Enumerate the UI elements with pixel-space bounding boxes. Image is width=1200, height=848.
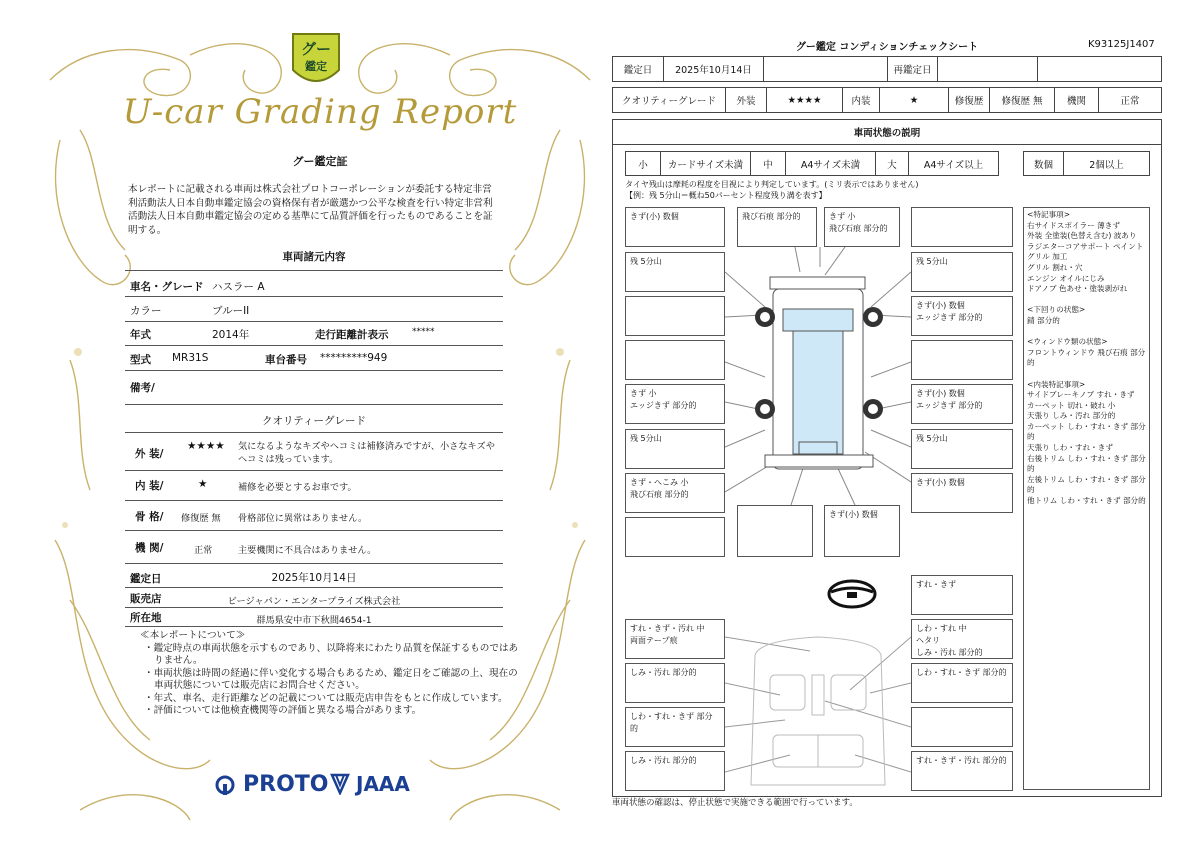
special-note-line [1027,295,1146,306]
recheck-label: 再鑑定日 [888,57,938,81]
special-note-line: 錆 部分的 [1027,315,1060,325]
grading-certificate [40,20,600,840]
caption-box: すれ・きず・汚れ 中 両面テープ痕 [625,619,725,659]
grade-exterior-stars: ★★★★ [187,440,225,452]
caption-box: 残 5分山 [625,252,725,292]
grade-engine-label: 機 関/ [135,542,164,554]
note-item: ・鑑定時点の車両状態を示すものであり、以降将来にわたり品質を保証するものではありません。 [144,642,519,666]
special-note-line [1027,327,1146,338]
divider [125,345,503,346]
repair-label: 修復歴 [949,88,990,112]
car-top-view-diagram [725,247,911,507]
grade-interior-text: 補修を必要とするお車です。 [238,482,357,493]
car-interior-diagram [725,615,911,795]
special-note-line: <特記事項> [1027,210,1071,219]
jaaa-logo [330,772,410,796]
count-value: 2個以上 [1089,159,1124,171]
caption-box: しわ・すれ・きず 部分的 [625,707,725,747]
sheet-footer: 車両状態の確認は、停止状態で実施できる範囲で行っています。 [612,798,858,808]
caption-box: すれ・きず・汚れ 部分的 [911,751,1013,791]
divider [125,470,503,471]
proto-logo-text: PROTO [243,772,329,797]
caption-box: しわ・すれ 中 ヘタリ しみ・汚れ 部分的 [911,619,1013,659]
engine-value: 正常 [1120,96,1140,107]
grade-exterior-text: 気になるようなキズやヘコミは補修済みですが、小さなキズやヘコミは残っています。 [238,441,495,465]
color-label: カラー [130,305,162,317]
divider [125,607,503,608]
divider [125,587,503,588]
special-note-line: グリル 割れ・穴 [1027,262,1083,272]
date-label: 鑑定日 [613,57,664,81]
date-blank [764,57,888,81]
date-row [612,56,1162,82]
certificate-intro: 本レポートに記載される車両は株式会社プロトコーポレーションが委託する特定非営利活動法人日本自動車鑑定協会の資格保有者が厳選かつ公平な検査を行い特定非営利活動法人日本自動車鑑定協会の定める基準にて品質評価を行ったものであることを証明する。 [128,184,493,236]
caption-box: すれ・きず [911,575,1013,615]
grade-frame-text: 骨格部位に異常はありません。 [238,513,368,524]
grade-row [612,87,1162,113]
caption-box: きず(小) 数個 [824,505,900,557]
divider [125,321,503,322]
special-note-line: ラジエターコアサポート ペイント [1027,241,1144,251]
size-medium-label: 中 [751,152,786,175]
divider [125,270,503,271]
special-note-line: <ウィンドウ類の状態> [1027,337,1108,347]
car-name-label: 車名・グレード [130,281,204,293]
ext-label: 外装 [726,88,767,112]
divider [125,432,503,433]
caption-box: 飛び石痕 部分的 [737,207,817,247]
model-label: 型式 [130,354,151,366]
certificate-heading: グー鑑定証 [292,155,348,168]
address-label: 所在地 [130,612,162,624]
model-value: MR31S [172,352,209,364]
caption-box: きず(小) 数個 エッジきず 部分的 [911,296,1013,336]
sheet-title: グー鑑定 コンディションチェックシート [795,42,979,53]
divider [125,626,503,627]
special-note-line: グリル 加工 [1027,252,1068,262]
special-notes-panel [1023,207,1150,790]
count-legend [1023,151,1150,176]
appraisal-date-value: 2025年10月14日 [271,572,357,584]
dealer-value: ビージャパン・エンタープライズ株式会社 [227,596,401,607]
size-large-label: 大 [876,152,909,175]
special-note-line: 左後トリム しわ・すれ・きず 部分的 [1027,474,1146,495]
report-script-title: U-car Grading Report [122,92,518,132]
divider [125,296,503,297]
grade-frame-value: 修復歴 無 [181,513,221,524]
date-value: 2025年10月14日 [664,57,764,81]
caption-box: きず(小) 数個 [911,473,1013,513]
divider [125,370,503,371]
size-legend [625,151,999,176]
special-note-line: <下回りの状態> [1027,305,1086,315]
remarks-label: 備考/ [130,382,155,394]
jaaa-mark-icon [330,773,350,795]
int-label: 内装 [843,88,880,112]
special-note-line: 他トリム しわ・すれ・きず 部分的 [1027,496,1146,506]
mileage-label: 走行距離計表示 [315,329,389,341]
svg-text:グー: グー [300,40,332,58]
caption-box [737,505,813,557]
address-value: 群馬県安中市下秋間4654-1 [256,615,372,626]
special-note-line: ドアノブ 色あせ・塗装剥がれ [1027,284,1128,294]
chassis-value: *********949 [320,352,388,364]
color-value: ブルーII [212,305,250,317]
caption-box: 残 5分山 [911,429,1013,469]
note-item: ・評価については他検査機関等の評価と異なる場合があります。 [144,705,422,716]
steering-wheel-icon [826,578,878,610]
caption-box [625,340,725,380]
divider [125,500,503,501]
caption-box: 残 5分山 [911,252,1013,292]
caption-box [911,207,1013,247]
tire-note: タイヤ残山は摩耗の程度を目視により判定しています。(ミリ表示ではありません) [625,180,919,189]
year-value: 2014年 [212,329,250,341]
special-note-line: フロントウィンドウ 飛び石痕 部分的 [1027,347,1146,368]
size-small-label: 小 [626,152,661,175]
grade-engine-text: 主要機関に不具合はありません。 [238,545,377,556]
divider [125,563,503,564]
sheet-code: K93125J1407 [1088,39,1155,50]
int-value: ★ [880,88,949,112]
special-note-line: サイドブレーキノブ すれ・きず [1027,390,1135,400]
grade-interior-label: 内 装/ [135,480,164,492]
caption-box: きず(小) 数個 エッジきず 部分的 [911,384,1013,424]
dealer-label: 販売店 [130,593,162,605]
special-note-line: カーペット 切れ・破れ 小 [1027,400,1116,410]
size-medium-desc: A4サイズ未満 [786,152,876,175]
tire-example: 【例：残 5分山＝概ね50パーセント程度残り溝を表す】 [625,191,827,200]
size-large-desc: A4サイズ以上 [923,159,984,171]
notes-title: ≪本レポートについて≫ [140,630,246,641]
caption-box [911,340,1013,380]
condition-heading: 車両状態の説明 [613,120,1161,145]
note-item: ・車両状態は時間の経過に伴い変化する場合もあるため、鑑定日をご確認の上、現在の車両状態については販売店にお問合せください。 [144,667,518,691]
jaaa-logo-text: JAAA [356,772,410,796]
special-notes-list [1027,210,1146,507]
recheck-value [938,57,1038,81]
grade-exterior-label: 外 装/ [135,448,164,460]
car-name-value: ハスラー A [212,281,265,293]
grade-interior-stars: ★ [198,478,208,490]
grade-frame-label: 骨 格/ [135,511,164,523]
count-label: 数個 [1024,152,1064,175]
svg-text:鑑定: 鑑定 [305,60,327,73]
caption-box [625,296,725,336]
caption-box: 残 5分山 [625,429,725,469]
appraisal-date-label: 鑑定日 [130,573,162,585]
grade-row-label: クオリティーグレード [613,88,726,112]
caption-box: きず・へこみ 小 飛び石痕 部分的 [625,473,725,513]
special-note-line: 天張り しわ・すれ・きず [1027,443,1113,453]
grade-heading: クオリティーグレード [262,415,366,427]
special-note-line: 右後トリム しわ・すれ・きず 部分的 [1027,453,1146,474]
caption-box: しみ・汚れ 部分的 [625,663,725,703]
caption-box: きず(小) 数個 [625,207,725,247]
special-note-line: カーペット しわ・すれ・きず 部分的 [1027,421,1146,442]
mileage-value: ***** [412,327,435,337]
special-note-line: エンジン オイルにじみ [1027,273,1105,283]
special-note-line: <内装特記事項> [1027,379,1086,389]
special-note-line: 外装 全塗装(色替え含む) 波あり [1027,231,1137,241]
caption-box: しわ・すれ・きず 部分的 [911,663,1013,703]
proto-mark-icon [215,775,235,795]
caption-box: きず 小 エッジきず 部分的 [625,384,725,424]
caption-box [625,517,725,557]
grade-engine-value: 正常 [194,545,213,556]
year-label: 年式 [130,329,151,341]
ext-value: ★★★★ [767,88,843,112]
note-item: ・年式、車名、走行距離などの記載については販売店申告をもとに作成しています。 [144,692,508,704]
report-notes [140,630,520,718]
caption-box [911,707,1013,747]
divider [125,530,503,531]
caption-box: きず 小 飛び石痕 部分的 [824,207,900,247]
special-note-line: 天張り しみ・汚れ 部分的 [1027,411,1116,421]
goo-badge-icon [287,30,345,94]
specs-heading: 車両諸元内容 [282,251,346,263]
special-note-line: 右サイドスポイラー 薄きず [1027,220,1120,230]
repair-value: 修復歴 無 [990,88,1055,112]
divider [125,404,503,405]
caption-box: しみ・汚れ 部分的 [625,751,725,791]
engine-label: 機関 [1055,88,1099,112]
special-note-line [1027,369,1146,380]
chassis-label: 車台番号 [265,354,307,366]
size-small-desc: カードサイズ未満 [661,152,751,175]
proto-logo [215,772,328,797]
